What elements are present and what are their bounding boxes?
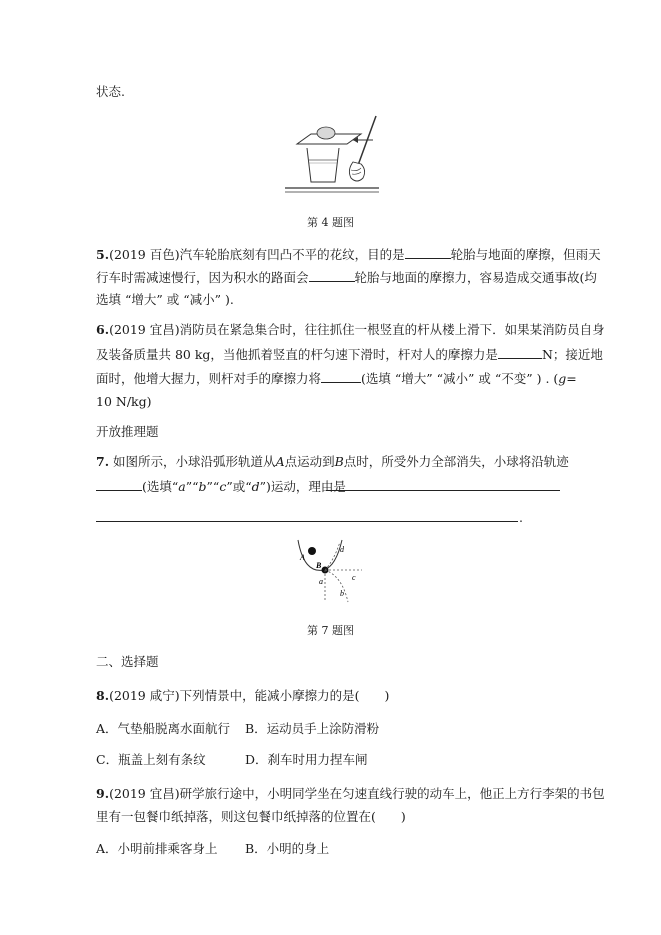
q9-option-a[interactable]: A．小明前排乘客身上 — [96, 841, 218, 856]
q6-text: = — [566, 371, 577, 386]
q9-text: 研学旅行途中，小明同学坐在匀速直线行驶的动车上，他正上方行李架的书包 — [179, 786, 605, 801]
q7-text: ”)运动，理由是 — [259, 479, 346, 494]
q7-text: (选填“ — [142, 479, 179, 494]
q5-text: 轮胎与地面的摩擦，但雨天 — [450, 247, 601, 262]
q5-line-1 — [96, 246, 601, 263]
q7-opt-a: a — [178, 479, 186, 494]
q7-end-period: . — [519, 510, 523, 525]
section-2-title: 二、选择题 — [96, 654, 159, 669]
figure-7-caption: 第 7 题图 — [307, 624, 354, 637]
q7-text: 如图所示，小球沿弧形轨道从 — [113, 454, 276, 469]
q7-blank-1[interactable] — [96, 478, 142, 491]
q5-blank-1[interactable] — [405, 246, 451, 259]
q6-line-4: 10 N/kg) — [96, 394, 152, 409]
q7-blank-2a[interactable] — [326, 490, 560, 491]
q7-line-2 — [96, 478, 346, 495]
fig7-label-b-upper: B — [316, 561, 322, 570]
fig7-label-b: b — [340, 589, 344, 598]
figure-4-caption: 第 4 题图 — [307, 216, 354, 229]
q7-text: ”“ — [185, 479, 199, 494]
q5-line-2 — [96, 269, 597, 286]
q5-text: 轮胎与地面的摩擦力，容易造成交通事故(均 — [354, 270, 597, 285]
q6-g-symbol: g — [558, 371, 567, 386]
q8-option-c[interactable]: C．瓶盖上刻有条纹 — [96, 752, 206, 767]
q5-number: 5. — [96, 247, 110, 262]
q7-text: ”“ — [206, 479, 220, 494]
fig7-label-d: d — [340, 545, 344, 554]
q6-text: N；接近地 — [541, 347, 603, 362]
q5-blank-2[interactable] — [309, 269, 355, 282]
q9-option-b[interactable]: B．小明的身上 — [245, 841, 330, 856]
q6-blank-2[interactable] — [321, 370, 361, 383]
q7-opt-c: c — [219, 479, 227, 494]
q8-text: 下列情景中，能减小摩擦力的是( ) — [179, 688, 390, 703]
figure-4 — [283, 110, 393, 196]
q7-point-b: B — [334, 454, 344, 469]
q6-line-1 — [96, 322, 605, 338]
fig7-label-a: a — [319, 577, 323, 586]
q6-line-2 — [96, 346, 603, 363]
continuation-text: 状态. — [96, 84, 125, 99]
q7-text: ”或“ — [226, 479, 252, 494]
q8-number: 8. — [96, 688, 110, 703]
q7-text: 点运动到 — [284, 454, 335, 469]
q9-number: 9. — [96, 786, 110, 801]
q6-number: 6. — [96, 322, 110, 337]
q6-text: (选填 “增大” “减小” 或 “不变” ) . ( — [361, 371, 559, 386]
fig7-label-c: c — [352, 573, 356, 582]
q6-text: 及装备质量共 80 kg，当他抓着竖直的杆匀速下滑时，杆对人的摩擦力是 — [96, 347, 498, 362]
q5-text: 行车时需减速慢行，因为积水的路面会 — [96, 270, 309, 285]
q8-stem — [96, 688, 389, 704]
q7-blank-2b[interactable] — [96, 521, 518, 522]
figure-7 — [290, 538, 370, 604]
fig7-label-a-upper: A — [300, 553, 305, 562]
q5-source: (2019 百色) — [109, 247, 180, 262]
q7-line-1 — [96, 454, 569, 470]
q8-option-a[interactable]: A．气垫船脱离水面航行 — [96, 721, 231, 736]
q7-opt-d: d — [251, 479, 260, 494]
q7-number: 7. — [96, 454, 110, 469]
q7-opt-b: b — [198, 479, 207, 494]
q9-line-1 — [96, 786, 605, 802]
q7-point-a: A — [275, 454, 285, 469]
q6-line-3 — [96, 370, 577, 387]
q6-blank-1[interactable] — [498, 346, 542, 359]
section-open-reasoning: 开放推理题 — [96, 424, 159, 439]
q8-option-d[interactable]: D．刹车时用力捏车闸 — [245, 752, 368, 767]
q5-line-3: 选填 “增大” 或 “减小” ). — [96, 292, 234, 307]
q7-text: 点时，所受外力全部消失，小球将沿轨迹 — [343, 454, 569, 469]
q5-text: 汽车轮胎底刻有凹凸不平的花纹，目的是 — [179, 247, 405, 262]
q9-line-2: 里有一包餐巾纸掉落，则这包餐巾纸掉落的位置在( ) — [96, 809, 406, 824]
q8-option-b[interactable]: B．运动员手上涂防滑粉 — [245, 721, 380, 736]
q6-source: (2019 宜昌) — [109, 322, 180, 337]
q8-source: (2019 咸宁) — [109, 688, 180, 703]
q9-source: (2019 宜昌) — [109, 786, 180, 801]
q6-text: 面时，他增大握力，则杆对手的摩擦力将 — [96, 371, 322, 386]
q6-text: 消防员在紧急集合时，往往抓住一根竖直的杆从楼上滑下．如果某消防员自身 — [179, 322, 605, 337]
